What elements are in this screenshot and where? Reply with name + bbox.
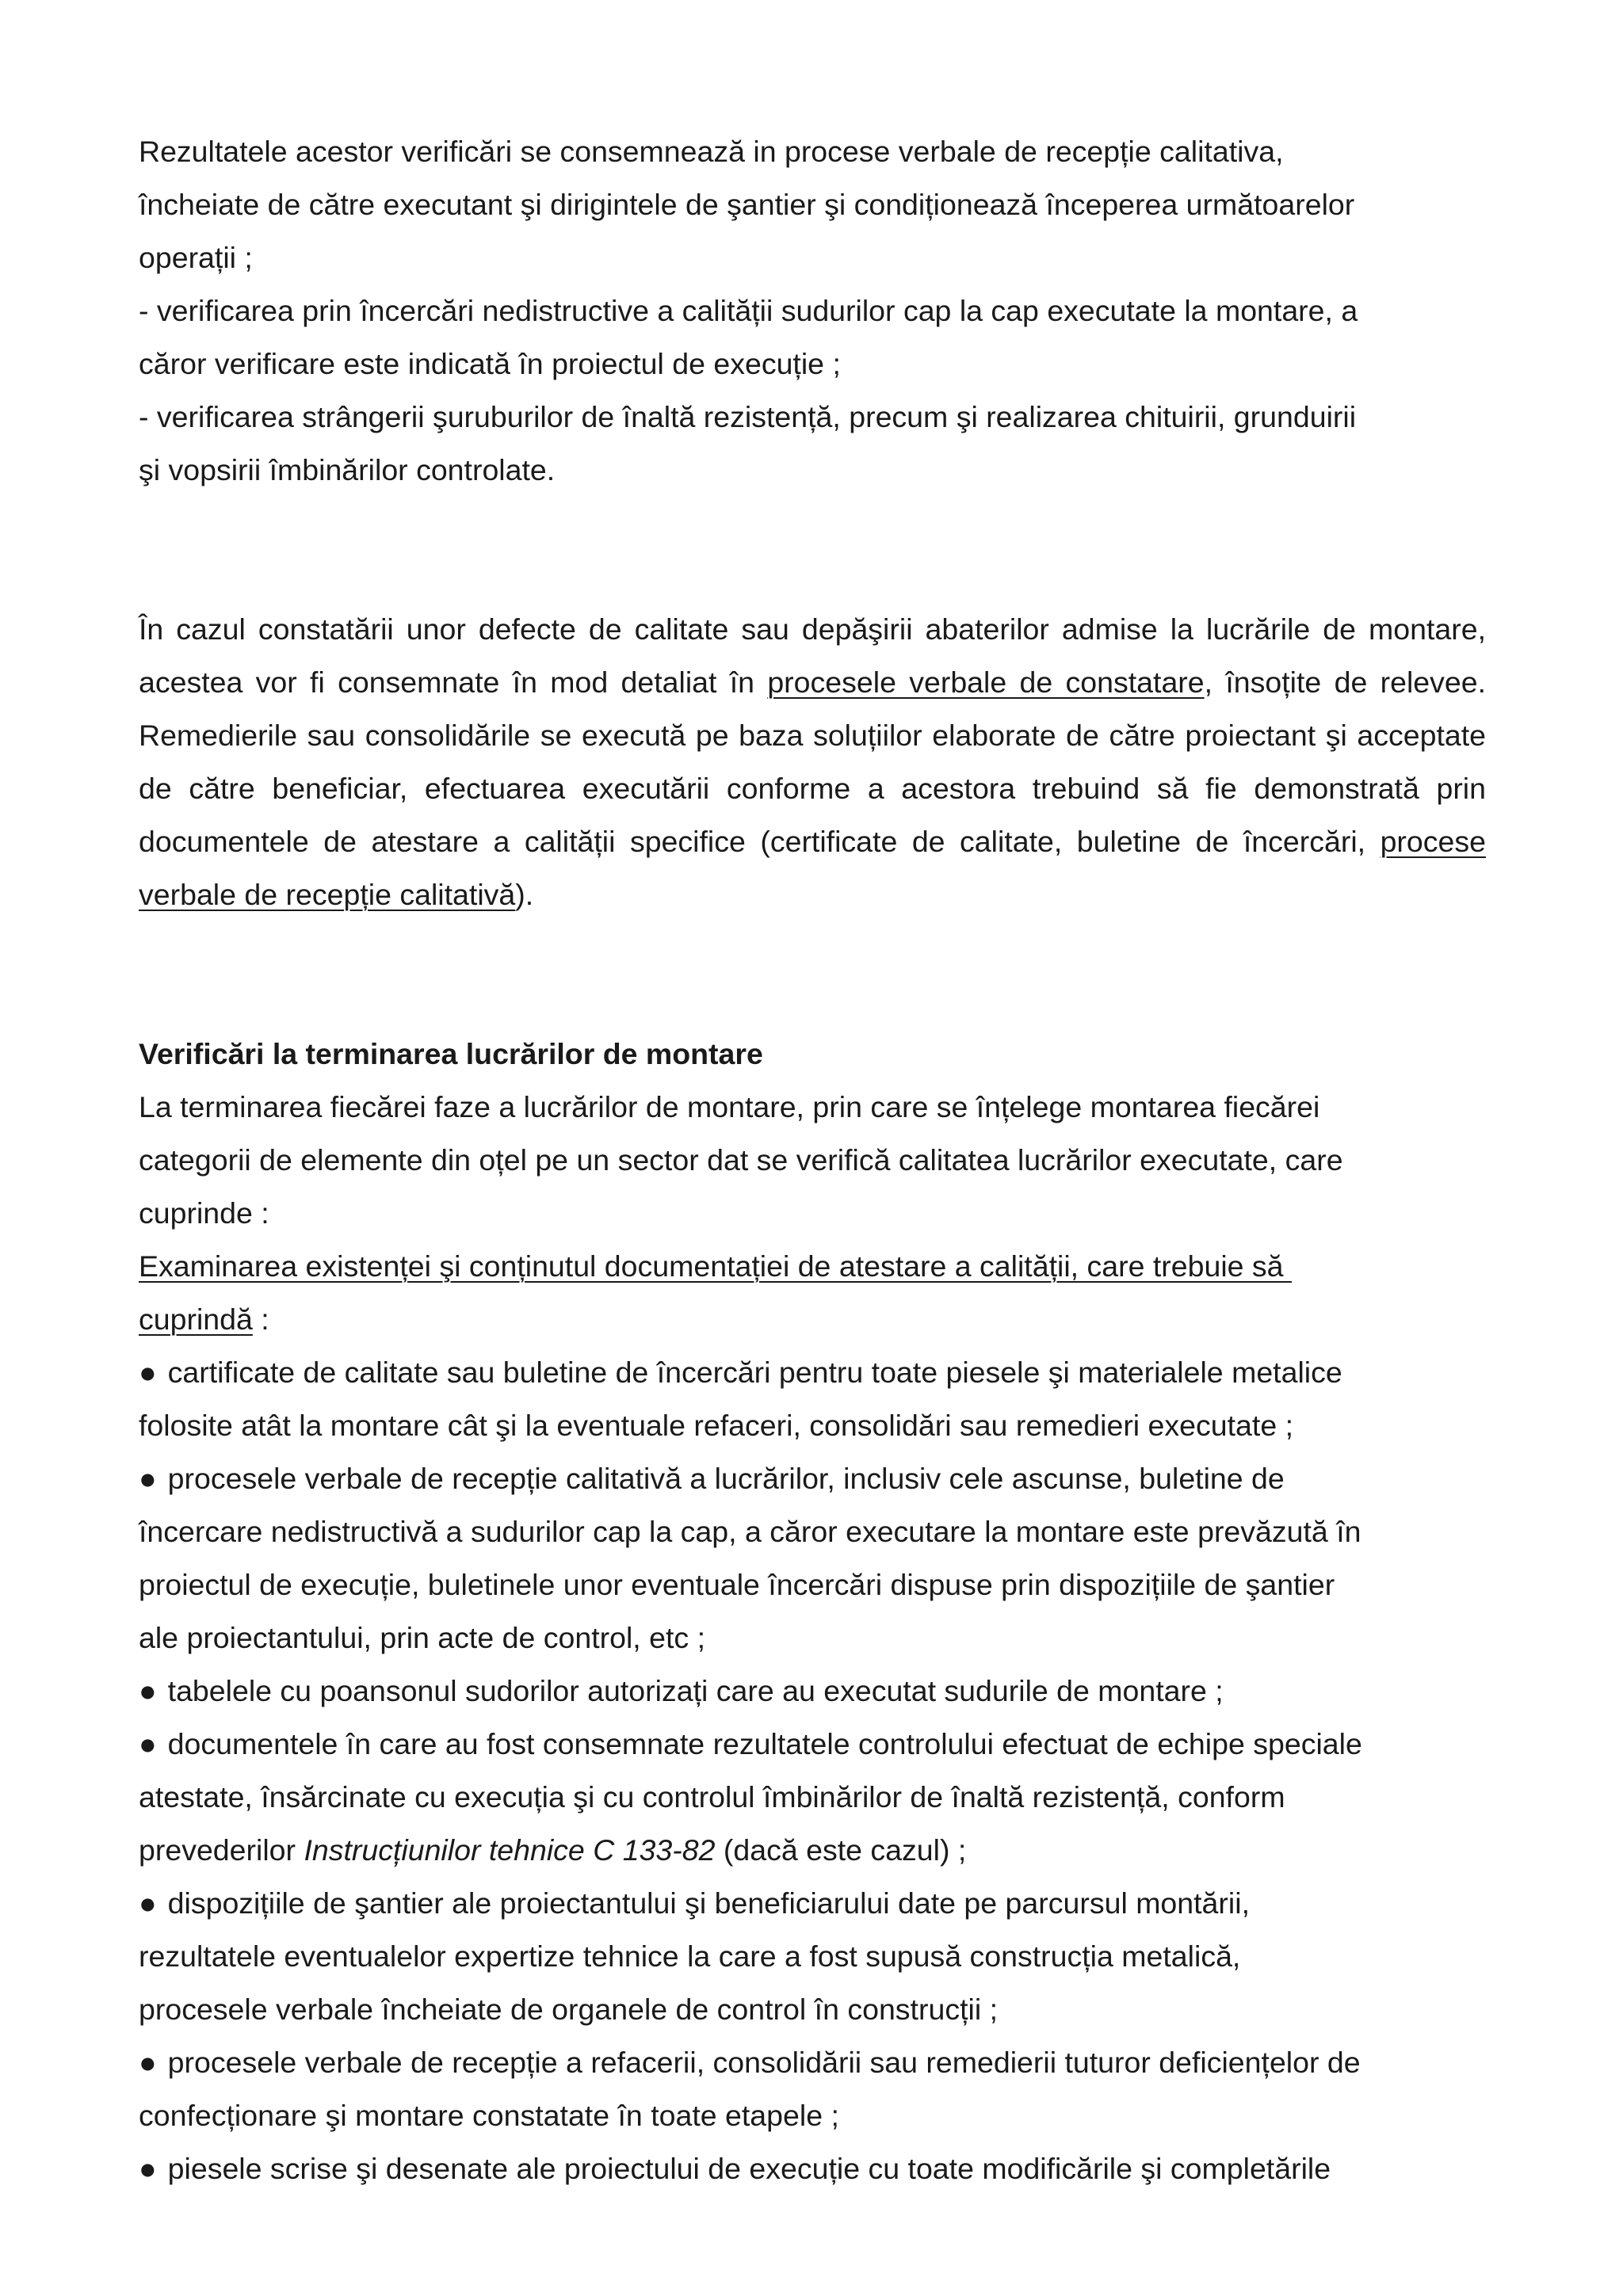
bullet-item <box>139 1452 1486 1505</box>
bullet-item <box>139 2142 1486 2195</box>
text-line <box>139 1824 1486 1877</box>
text-line: rezultatele eventualelor expertize tehnice la care a fost supusă construcția metalică, <box>139 1939 1241 1973</box>
text-line: şi vopsirii îmbinărilor controlate. <box>139 453 556 486</box>
bullet-item <box>139 1346 1486 1399</box>
bullet-icon: ● <box>139 2046 157 2079</box>
bullet-icon: ● <box>139 1674 157 1707</box>
text-line: Rezultatele acestor verificări se consemnează in procese verbale de recepție calitativa, <box>139 135 1284 168</box>
bullet-icon: ● <box>139 1462 157 1495</box>
text-line: căror verificare este indicată în proiectul de execuție ; <box>139 347 841 380</box>
underlined-word: cuprindă <box>139 1302 253 1336</box>
text-line: procesele verbale încheiate de organele de control în construcții ; <box>139 1993 998 2026</box>
text-line: încheiate de către executant şi dirigintele de şantier şi condiționează începerea următoarelor <box>139 188 1355 221</box>
italic-reference: Instrucțiunilor tehnice C 133-82 <box>304 1833 716 1867</box>
text-line: - verificarea prin încercări nedistructive a calității sudurilor cap la cap executate la montare, a <box>139 294 1358 327</box>
text-line: ale proiectantului, prin acte de control, etc ; <box>139 1621 705 1654</box>
text-line: cuprinde : <box>139 1196 269 1230</box>
link-procese-verbale-constatare[interactable]: procesele verbale de constatare <box>767 666 1205 699</box>
text-line: operații ; <box>139 241 253 274</box>
text-line: proiectul de execuție, buletinele unor eventuale încercări dispuse prin dispozițiile de şantier <box>139 1568 1335 1601</box>
paragraph-reception-results <box>139 125 1486 497</box>
text-span: ). <box>515 878 534 911</box>
underlined-line: Examinarea existenței şi conținutul documentației de atestare a calității, care trebuie să <box>139 1249 1292 1283</box>
paragraph-defects <box>139 603 1486 921</box>
bullet-text: cartificate de calitate sau buletine de încercări pentru toate piesele şi materialele metalice <box>167 1356 1342 1389</box>
bullet-item <box>139 1877 1486 1930</box>
section-heading: Verificări la terminarea lucrărilor de montare <box>139 1037 763 1070</box>
text-line: atestate, însărcinate cu execuția şi cu controlul îmbinărilor de înaltă rezistență, conform <box>139 1780 1285 1814</box>
bullet-icon: ● <box>139 1356 157 1389</box>
text-span: prevederilor <box>139 1833 304 1867</box>
text-line: încercare nedistructivă a sudurilor cap la cap, a căror executare la montare este prevăzută în <box>139 1515 1361 1548</box>
text-span: : <box>252 1302 269 1336</box>
bullet-text: procesele verbale de recepție a refacerii, consolidării sau remedierii tuturor deficiențelor de <box>167 2046 1361 2079</box>
document-page <box>139 125 1486 2195</box>
bullet-text: procesele verbale de recepție calitativă a lucrărilor, inclusiv cele ascunse, buletine de <box>167 1462 1285 1495</box>
bullet-icon: ● <box>139 2152 157 2185</box>
bullet-item <box>139 2036 1486 2089</box>
bullet-item <box>139 1718 1486 1771</box>
text-line: - verificarea strângerii şuruburilor de înaltă rezistență, precum şi realizarea chituirii, grunduirii <box>139 400 1357 433</box>
bullet-text: dispozițiile de şantier ale proiectantului şi beneficiarului date pe parcursul montării, <box>167 1886 1250 1920</box>
text-span: (dacă este cazul) ; <box>715 1833 967 1867</box>
bullet-text: tabelele cu poansonul sudorilor autorizați care au executat sudurile de montare ; <box>167 1674 1224 1707</box>
section-final-checks <box>139 1028 1486 2195</box>
text-line: confecționare şi montare constatate în toate etapele ; <box>139 2099 839 2132</box>
spacer <box>139 497 1486 603</box>
bullet-item <box>139 1665 1486 1718</box>
bullet-icon: ● <box>139 1886 157 1920</box>
link-procese-verbale-receptie[interactable]: procese verbale de recepție calitativă <box>139 825 1486 911</box>
text-line <box>139 1293 1486 1346</box>
text-span: În cazul constatării unor defecte de calitate sau depăşirii abaterilor admise la lucrările de montare, acestea vor fi consemnate în mod detaliat în <box>139 612 1486 699</box>
text-line: categorii de elemente din oțel pe un sector dat se verifică calitatea lucrărilor executate, care <box>139 1143 1343 1177</box>
bullet-text: documentele în care au fost consemnate rezultatele controlului efectuat de echipe speciale <box>167 1727 1362 1760</box>
bullet-text: piesele scrise şi desenate ale proiectului de execuție cu toate modificările şi completările <box>167 2152 1331 2185</box>
text-span: , însoțite de relevee. Remedierile sau consolidările se execută pe baza soluțiilor elaborate de către proiectant şi acceptate de către beneficiar, efectuarea executării conforme a acestora trebuind să fie demonstrată prin documentele de atestare a calității specifice (certificate de calitate, buletine de încercări, <box>139 666 1487 858</box>
text-line: folosite atât la montare cât şi la eventuale refaceri, consolidări sau remedieri executate ; <box>139 1409 1294 1442</box>
spacer <box>139 921 1486 1028</box>
bullet-icon: ● <box>139 1727 157 1760</box>
text-line: La terminarea fiecărei faze a lucrărilor de montare, prin care se înțelege montarea fiecărei <box>139 1090 1320 1123</box>
